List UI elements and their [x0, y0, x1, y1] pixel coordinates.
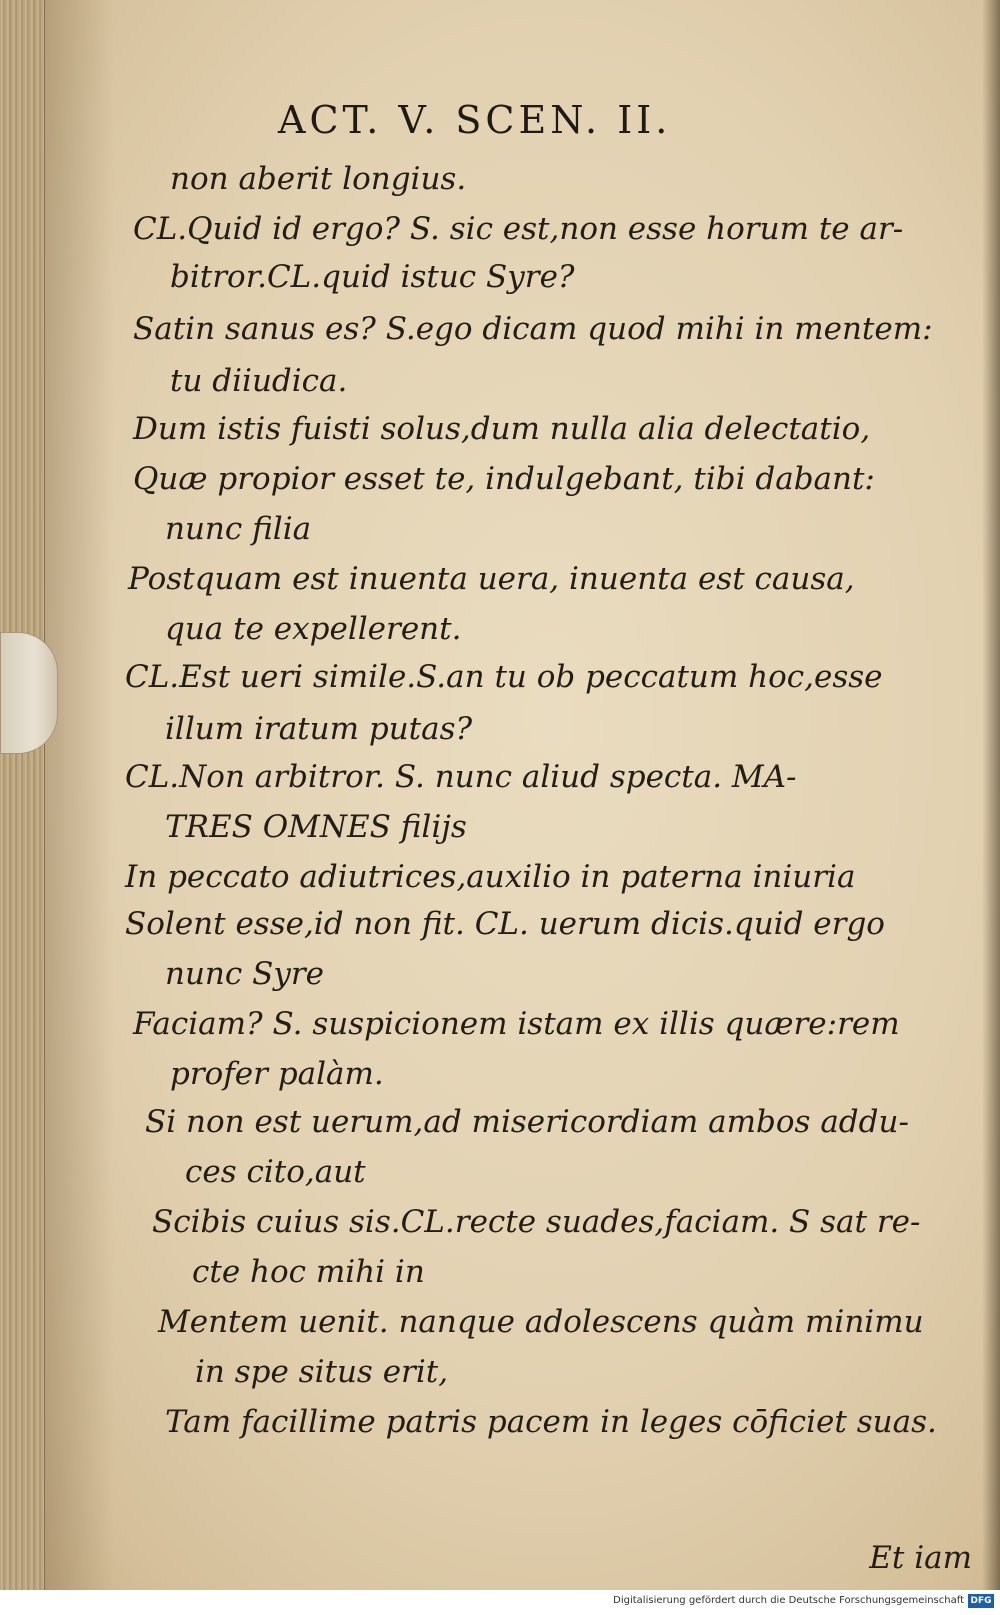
text-line-4: Satin sanus es? S.ego dicam quod mihi in mentem:	[133, 311, 933, 347]
text-line-13: CL.Non arbitror. S. nunc aliud specta. MA-	[125, 759, 797, 795]
text-line-12: illum iratum putas?	[165, 711, 473, 747]
text-line-1: non aberit longius.	[170, 161, 467, 197]
funding-credit: Digitalisierung gefördert durch die Deutsche Forschungsgemeinschaft	[613, 1595, 964, 1606]
text-line-16: Solent esse,id non fit. CL. uerum dicis.quid ergo	[125, 906, 885, 942]
text-line-9: Postquam est inuenta uera, inuenta est causa,	[128, 561, 855, 597]
text-line-25: in spe situs erit,	[195, 1354, 449, 1390]
text-line-20: Si non est uerum,ad misericordiam ambos addu-	[145, 1104, 909, 1140]
text-line-6: Dum istis fuisti solus,dum nulla alia delectatio,	[133, 411, 871, 447]
dfg-logo: DFG	[968, 1594, 994, 1608]
catchword: Et iam	[869, 1540, 972, 1576]
text-line-14: TRES OMNES filijs	[165, 809, 467, 845]
text-line-26: Tam facillime patris pacem in leges cōficiet suas.	[165, 1404, 937, 1440]
book-clasp	[0, 632, 58, 754]
text-line-19: profer palàm.	[170, 1056, 384, 1092]
text-line-8: nunc filia	[165, 511, 312, 547]
text-line-11: CL.Est ueri simile.S.an tu ob peccatum hoc,esse	[125, 659, 883, 695]
text-line-24: Mentem uenit. nanque adolescens quàm minimu	[158, 1304, 924, 1340]
page-gutter-shadow	[44, 0, 114, 1590]
text-line-18: Faciam? S. suspicionem istam ex illis quære:rem	[133, 1006, 900, 1042]
text-line-22: Scibis cuius sis.CL.recte suades,faciam. S sat re-	[152, 1204, 921, 1240]
text-line-5: tu diiudica.	[170, 363, 348, 399]
text-line-17: nunc Syre	[165, 956, 325, 992]
text-line-2: CL.Quid id ergo? S. sic est,non esse horum te ar-	[133, 211, 904, 247]
text-line-3: bitror.CL.quid istuc Syre?	[170, 259, 575, 295]
page-stack-edge	[0, 0, 45, 1590]
running-header: ACT. V. SCEN. II.	[278, 98, 672, 142]
footer-bar	[0, 1590, 1000, 1615]
text-line-15: In peccato adiutrices,auxilio in paterna iniuria	[125, 859, 856, 895]
text-line-21: ces cito,aut	[185, 1154, 366, 1190]
page-right-shadow	[982, 0, 1000, 1590]
text-line-10: qua te expellerent.	[165, 611, 462, 647]
text-line-23: cte hoc mihi in	[192, 1254, 425, 1290]
text-line-7: Quæ propior esset te, indulgebant, tibi dabant:	[133, 461, 875, 497]
